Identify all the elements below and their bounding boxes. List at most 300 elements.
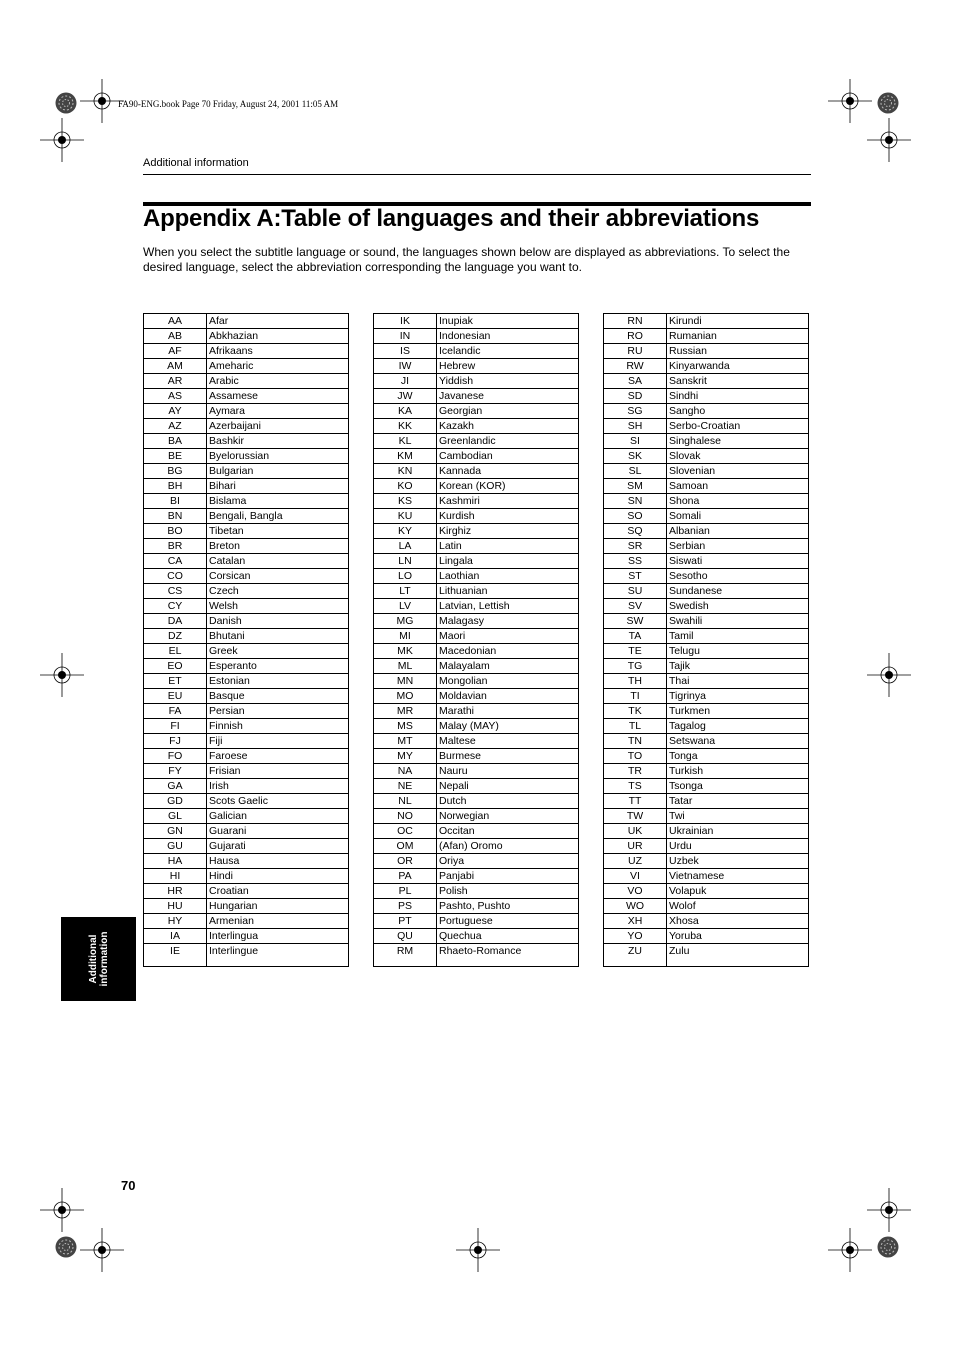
language-name: Slovak (667, 449, 809, 464)
language-name: Wolof (667, 899, 809, 914)
registration-mark-icon (828, 1228, 872, 1272)
language-name: Danish (207, 614, 349, 629)
table-row (604, 929, 809, 944)
language-name: Hungarian (207, 899, 349, 914)
table-row (604, 869, 809, 884)
language-name: Korean (KOR) (437, 479, 579, 494)
language-name: Slovenian (667, 464, 809, 479)
language-code: ZU (604, 944, 667, 967)
table-row (144, 764, 349, 779)
table-row (144, 554, 349, 569)
language-code: MN (374, 674, 437, 689)
language-name: Armenian (207, 914, 349, 929)
table-row (144, 644, 349, 659)
language-code: CS (144, 584, 207, 599)
language-code: AR (144, 374, 207, 389)
table-row (604, 359, 809, 374)
calibration-dot-icon (877, 1236, 899, 1258)
language-code: HA (144, 854, 207, 869)
calibration-dot-icon (877, 92, 899, 114)
language-code: RM (374, 944, 437, 967)
table-row (604, 329, 809, 344)
table-row (604, 884, 809, 899)
language-code: CO (144, 569, 207, 584)
language-name: Bengali, Bangla (207, 509, 349, 524)
language-name: Shona (667, 494, 809, 509)
table-row (604, 899, 809, 914)
language-code: FA (144, 704, 207, 719)
language-name: Welsh (207, 599, 349, 614)
language-table-column-1 (143, 313, 349, 967)
language-name: Frisian (207, 764, 349, 779)
table-row (374, 644, 579, 659)
language-name: Breton (207, 539, 349, 554)
table-row (374, 524, 579, 539)
language-code: MI (374, 629, 437, 644)
language-code: BA (144, 434, 207, 449)
table-row (604, 779, 809, 794)
language-code: AS (144, 389, 207, 404)
table-row (374, 899, 579, 914)
language-code: SQ (604, 524, 667, 539)
language-code: SW (604, 614, 667, 629)
table-row (144, 464, 349, 479)
language-code: TE (604, 644, 667, 659)
table-row (604, 374, 809, 389)
language-code: PL (374, 884, 437, 899)
table-row (144, 614, 349, 629)
language-name: Singhalese (667, 434, 809, 449)
language-code: KU (374, 509, 437, 524)
language-code: GL (144, 809, 207, 824)
language-code: EO (144, 659, 207, 674)
language-code: AA (144, 314, 207, 329)
table-row (144, 434, 349, 449)
language-code: KL (374, 434, 437, 449)
language-code: HY (144, 914, 207, 929)
table-row (374, 314, 579, 329)
language-code: KA (374, 404, 437, 419)
language-name: Swedish (667, 599, 809, 614)
table-row (374, 719, 579, 734)
language-code: LT (374, 584, 437, 599)
language-code: DA (144, 614, 207, 629)
table-row (604, 644, 809, 659)
language-name: Pashto, Pushto (437, 899, 579, 914)
language-code: KN (374, 464, 437, 479)
language-code: RW (604, 359, 667, 374)
registration-mark-icon (80, 1228, 124, 1272)
table-row (374, 464, 579, 479)
table-row (144, 599, 349, 614)
language-code: RN (604, 314, 667, 329)
language-code: HU (144, 899, 207, 914)
table-row (604, 554, 809, 569)
language-name: Bihari (207, 479, 349, 494)
table-row (374, 839, 579, 854)
table-row (374, 329, 579, 344)
language-code: BR (144, 539, 207, 554)
table-row (144, 314, 349, 329)
language-name: Estonian (207, 674, 349, 689)
language-name: Fiji (207, 734, 349, 749)
table-row (374, 944, 579, 967)
language-name: Albanian (667, 524, 809, 539)
section-label: Additional information (143, 157, 249, 169)
language-table-column-2 (373, 313, 579, 967)
language-name: Byelorussian (207, 449, 349, 464)
language-name: Bulgarian (207, 464, 349, 479)
registration-mark-icon (867, 1188, 911, 1232)
language-code: SS (604, 554, 667, 569)
language-code: KS (374, 494, 437, 509)
language-name: Setswana (667, 734, 809, 749)
language-code: UZ (604, 854, 667, 869)
language-name: Malay (MAY) (437, 719, 579, 734)
language-code: IS (374, 344, 437, 359)
language-name: Guarani (207, 824, 349, 839)
language-code: EU (144, 689, 207, 704)
table-row (374, 674, 579, 689)
table-row (604, 674, 809, 689)
language-name: Nauru (437, 764, 579, 779)
table-row (144, 779, 349, 794)
calibration-dot-icon (55, 92, 77, 114)
language-code: DZ (144, 629, 207, 644)
table-row (604, 719, 809, 734)
table-row (144, 899, 349, 914)
table-row (144, 674, 349, 689)
side-tab-line-1: Additional (88, 934, 99, 984)
language-code: PA (374, 869, 437, 884)
table-row (144, 389, 349, 404)
language-name: Mongolian (437, 674, 579, 689)
table-row (604, 344, 809, 359)
language-name: Interlingue (207, 944, 349, 967)
language-name: Icelandic (437, 344, 579, 359)
language-code: GD (144, 794, 207, 809)
language-name: Kirghiz (437, 524, 579, 539)
language-code: SR (604, 539, 667, 554)
book-meta: FA90-ENG.book Page 70 Friday, August 24, 2001 11:05 AM (118, 99, 339, 109)
language-code: LV (374, 599, 437, 614)
language-name: Bislama (207, 494, 349, 509)
language-code: BN (144, 509, 207, 524)
registration-mark-icon (867, 118, 911, 162)
language-name: Swahili (667, 614, 809, 629)
table-row (604, 584, 809, 599)
table-row (144, 629, 349, 644)
language-name: Kannada (437, 464, 579, 479)
language-name: Urdu (667, 839, 809, 854)
table-row (374, 704, 579, 719)
table-row (604, 569, 809, 584)
language-name: Portuguese (437, 914, 579, 929)
language-code: FY (144, 764, 207, 779)
registration-mark-icon (456, 1228, 500, 1272)
language-name: Somali (667, 509, 809, 524)
language-name: Hausa (207, 854, 349, 869)
table-row (144, 404, 349, 419)
language-name: Greenlandic (437, 434, 579, 449)
table-row (374, 569, 579, 584)
language-code: MK (374, 644, 437, 659)
table-row (374, 494, 579, 509)
language-code: NE (374, 779, 437, 794)
language-name: Interlingua (207, 929, 349, 944)
table-row (144, 809, 349, 824)
table-row (144, 539, 349, 554)
table-row (144, 569, 349, 584)
language-code: MY (374, 749, 437, 764)
language-name: Moldavian (437, 689, 579, 704)
table-row (604, 449, 809, 464)
language-code: OM (374, 839, 437, 854)
table-row (374, 854, 579, 869)
language-code: TS (604, 779, 667, 794)
table-row (604, 944, 809, 967)
table-row (604, 809, 809, 824)
header-rule (143, 174, 811, 175)
language-name: Greek (207, 644, 349, 659)
language-name: Uzbek (667, 854, 809, 869)
language-name: Aymara (207, 404, 349, 419)
table-row (374, 779, 579, 794)
language-code: SD (604, 389, 667, 404)
language-code: RO (604, 329, 667, 344)
language-code: SA (604, 374, 667, 389)
language-code: TI (604, 689, 667, 704)
language-name: Serbo-Croatian (667, 419, 809, 434)
language-name: Kirundi (667, 314, 809, 329)
language-code: BO (144, 524, 207, 539)
language-code: TT (604, 794, 667, 809)
language-code: TO (604, 749, 667, 764)
language-code: SU (604, 584, 667, 599)
language-code: JI (374, 374, 437, 389)
table-row (374, 584, 579, 599)
language-code: GA (144, 779, 207, 794)
table-row (604, 614, 809, 629)
language-name: Assamese (207, 389, 349, 404)
language-name: Tagalog (667, 719, 809, 734)
language-code: SG (604, 404, 667, 419)
language-name: Kinyarwanda (667, 359, 809, 374)
language-code: TW (604, 809, 667, 824)
table-row (144, 344, 349, 359)
language-name: Georgian (437, 404, 579, 419)
table-row (144, 944, 349, 967)
table-row (604, 704, 809, 719)
language-code: NO (374, 809, 437, 824)
language-name: Twi (667, 809, 809, 824)
language-code: SH (604, 419, 667, 434)
table-row (604, 659, 809, 674)
table-row (604, 824, 809, 839)
language-name: Xhosa (667, 914, 809, 929)
language-name: Macedonian (437, 644, 579, 659)
language-code: TH (604, 674, 667, 689)
language-code: OC (374, 824, 437, 839)
language-code: TR (604, 764, 667, 779)
table-row (144, 494, 349, 509)
table-row (604, 479, 809, 494)
table-row (374, 749, 579, 764)
table-row (144, 704, 349, 719)
table-row (374, 344, 579, 359)
table-row (604, 629, 809, 644)
table-row (604, 464, 809, 479)
language-code: EL (144, 644, 207, 659)
language-code: GU (144, 839, 207, 854)
language-code: ET (144, 674, 207, 689)
table-row (604, 794, 809, 809)
language-name: Abkhazian (207, 329, 349, 344)
language-code: BI (144, 494, 207, 509)
language-name: Scots Gaelic (207, 794, 349, 809)
language-name: Occitan (437, 824, 579, 839)
language-name: Afrikaans (207, 344, 349, 359)
table-row (604, 749, 809, 764)
language-code: NA (374, 764, 437, 779)
language-name: Turkish (667, 764, 809, 779)
language-name: Czech (207, 584, 349, 599)
table-row (604, 599, 809, 614)
language-code: SV (604, 599, 667, 614)
language-code: FI (144, 719, 207, 734)
language-name: Indonesian (437, 329, 579, 344)
table-row (604, 854, 809, 869)
language-code: MO (374, 689, 437, 704)
table-row (374, 689, 579, 704)
table-row (374, 629, 579, 644)
language-code: SO (604, 509, 667, 524)
language-code: CY (144, 599, 207, 614)
table-row (144, 689, 349, 704)
language-code: SM (604, 479, 667, 494)
language-name: Cambodian (437, 449, 579, 464)
language-name: Panjabi (437, 869, 579, 884)
language-code: HR (144, 884, 207, 899)
language-name: Finnish (207, 719, 349, 734)
page-title: Appendix A:Table of languages and their abbreviations (143, 205, 760, 232)
table-row (604, 914, 809, 929)
language-code: TG (604, 659, 667, 674)
table-row (144, 359, 349, 374)
language-name: Turkmen (667, 704, 809, 719)
language-code: PS (374, 899, 437, 914)
side-tab (61, 917, 136, 1001)
language-code: KM (374, 449, 437, 464)
language-name: Kurdish (437, 509, 579, 524)
table-row (374, 884, 579, 899)
language-code: KK (374, 419, 437, 434)
language-code: VI (604, 869, 667, 884)
table-row (374, 929, 579, 944)
language-name: Hebrew (437, 359, 579, 374)
registration-mark-icon (40, 118, 84, 162)
language-code: AF (144, 344, 207, 359)
language-name: Samoan (667, 479, 809, 494)
registration-mark-icon (867, 653, 911, 697)
language-code: BE (144, 449, 207, 464)
language-name: Bhutani (207, 629, 349, 644)
language-name: Dutch (437, 794, 579, 809)
language-name: Oriya (437, 854, 579, 869)
table-row (144, 659, 349, 674)
language-code: IA (144, 929, 207, 944)
table-row (604, 524, 809, 539)
language-name: Latin (437, 539, 579, 554)
language-name: Arabic (207, 374, 349, 389)
language-name: Azerbaijani (207, 419, 349, 434)
language-name: Polish (437, 884, 579, 899)
language-code: NL (374, 794, 437, 809)
table-row (144, 884, 349, 899)
table-row (604, 509, 809, 524)
language-name: Burmese (437, 749, 579, 764)
table-row (374, 419, 579, 434)
table-row (144, 584, 349, 599)
language-name: Thai (667, 674, 809, 689)
language-name: Catalan (207, 554, 349, 569)
language-name: Siswati (667, 554, 809, 569)
table-row (374, 914, 579, 929)
table-row (144, 914, 349, 929)
language-code: CA (144, 554, 207, 569)
side-tab-label (88, 932, 110, 987)
language-code: LN (374, 554, 437, 569)
language-name: Persian (207, 704, 349, 719)
table-row (604, 764, 809, 779)
language-name: Bashkir (207, 434, 349, 449)
registration-mark-icon (40, 653, 84, 697)
language-code: UR (604, 839, 667, 854)
table-row (604, 434, 809, 449)
language-name: Ameharic (207, 359, 349, 374)
language-name: Serbian (667, 539, 809, 554)
language-code: IN (374, 329, 437, 344)
language-name: Tsonga (667, 779, 809, 794)
table-row (374, 389, 579, 404)
table-row (374, 509, 579, 524)
language-name: Irish (207, 779, 349, 794)
language-name: Tamil (667, 629, 809, 644)
language-name: Basque (207, 689, 349, 704)
language-name: Corsican (207, 569, 349, 584)
language-code: SN (604, 494, 667, 509)
table-row (374, 539, 579, 554)
table-row (374, 809, 579, 824)
table-row (144, 374, 349, 389)
language-name: Tibetan (207, 524, 349, 539)
table-row (144, 419, 349, 434)
table-row (604, 389, 809, 404)
language-name: Kazakh (437, 419, 579, 434)
language-code: WO (604, 899, 667, 914)
language-code: SK (604, 449, 667, 464)
language-code: XH (604, 914, 667, 929)
page-number: 70 (121, 1178, 136, 1193)
table-row (144, 869, 349, 884)
language-code: MG (374, 614, 437, 629)
language-code: KO (374, 479, 437, 494)
table-row (604, 734, 809, 749)
language-name: Javanese (437, 389, 579, 404)
language-name: Quechua (437, 929, 579, 944)
language-code: IK (374, 314, 437, 329)
intro-paragraph: When you select the subtitle language or sound, the languages shown below are displayed as abbreviations. To select the desired language, select the abbreviation corresponding the language you want to. (143, 245, 790, 274)
